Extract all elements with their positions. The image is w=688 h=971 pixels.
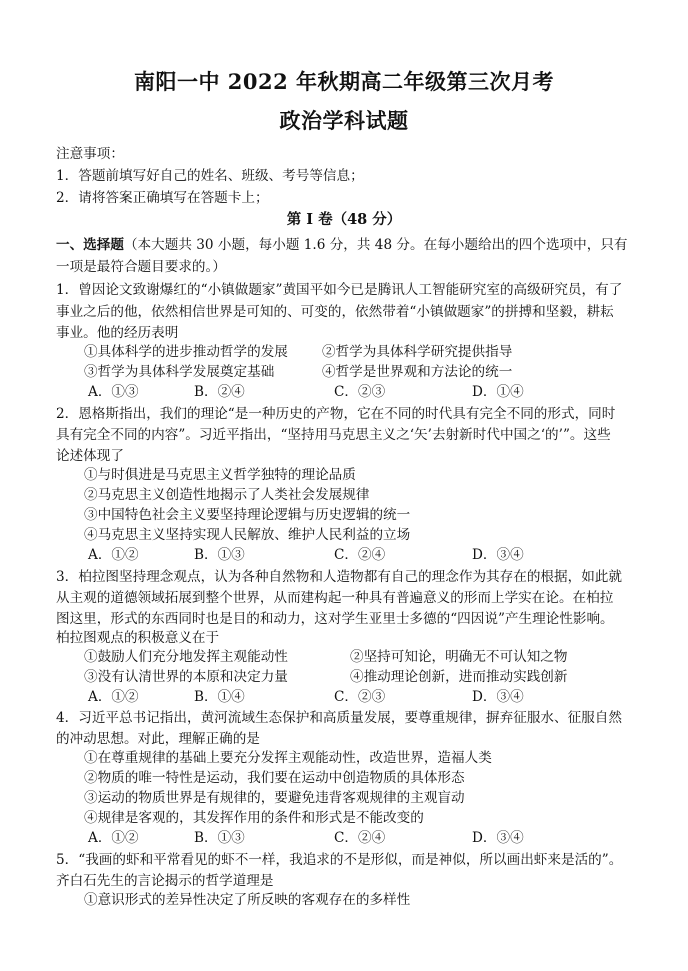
exam-subtitle: 政治学科试题 (279, 108, 409, 133)
question-line: 事业。他的经历表明 (56, 325, 179, 341)
answer-option: D．③④ (472, 547, 524, 563)
section-heading-cont: 一项是最符合题目要求的。） (56, 259, 226, 275)
question-line: 图这里，形式的东西同时也是目的和动力，这对学生亚里士多德的“四因说”产生理论性影响。 (56, 611, 614, 627)
statement: ①与时俱进是马克思主义哲学独特的理论品质 (84, 467, 356, 483)
statement: ③没有认清世界的本原和决定力量 (84, 669, 288, 685)
answer-option: B．①④ (194, 689, 245, 705)
question-line: 1．曾因论文致谢爆红的“小镇做题家”黄国平如今已是腾讯人工智能研究室的高级研究员，有了 (56, 282, 623, 298)
notice-heading: 注意事项： (56, 146, 124, 162)
statement: ①意识形式的差异性决定了所反映的客观存在的多样性 (84, 892, 411, 908)
answer-option: A．①② (88, 547, 139, 563)
statement: ①在尊重规律的基础上要充分发挥主观能动性，改造世界，造福人类 (84, 750, 492, 766)
answer-option: C．②④ (334, 547, 386, 563)
statement: ②物质的唯一特性是运动，我们要在运动中创造物质的具体形态 (84, 770, 465, 786)
question-line: 2．恩格斯指出，我们的理论“是一种历史的产物，它在不同的时代具有完全不同的形式，同时 (56, 406, 616, 422)
answer-option: C．②③ (334, 689, 386, 705)
statement: ③中国特色社会主义要坚持理论逻辑与历史逻辑的统一 (84, 507, 411, 523)
statement: ④规律是客观的，其发挥作用的条件和形式是不能改变的 (84, 810, 424, 826)
answer-option: B．①③ (194, 830, 245, 846)
question-line: 3．柏拉图坚持理念观点，认为各种自然物和人造物都有自己的理念作为其存在的根据，如此就 (56, 569, 622, 585)
answer-option: A．①② (88, 689, 139, 705)
question-line: 具有完全不同的内容”。习近平指出，“坚持用马克思主义之‘矢’去射新时代中国之‘的’”。这些 (56, 427, 611, 443)
answer-option: D．③④ (472, 830, 524, 846)
notice-item: 1．答题前填写好自己的姓名、班级、考号等信息； (56, 168, 364, 184)
answer-option: D．③④ (472, 689, 524, 705)
question-line: 5．“我画的虾和平常看见的虾不一样，我追求的不是形似，而是神似，所以画出虾来是活的”。 (56, 852, 623, 868)
statement: ②马克思主义创造性地揭示了人类社会发展规律 (84, 487, 370, 503)
answer-option: A．①③ (88, 384, 139, 400)
statement: ②哲学为具体科学研究提供指导 (322, 344, 513, 360)
answer-option: B．①③ (194, 547, 245, 563)
notice-item: 2．请将答案正确填写在答题卡上； (56, 190, 269, 206)
question-line: 柏拉图观点的积极意义在于 (56, 630, 220, 646)
statement: ③哲学为具体科学发展奠定基础 (84, 364, 275, 380)
question-line: 的冲动思想。对此，理解正确的是 (56, 731, 260, 747)
question-line: 论述体现了 (56, 448, 124, 464)
answer-option: D．①④ (472, 384, 524, 400)
answer-option: A．①② (88, 830, 139, 846)
statement: ②坚持可知论，明确无不可认知之物 (350, 649, 568, 665)
section-heading-rest: （本大题共 30 小题，每小题 1.6 分，共 48 分。在每小题给出的四个选项中，只有 (123, 237, 628, 253)
statement: ④哲学是世界观和方法论的统一 (322, 364, 513, 380)
question-line: 4．习近平总书记指出，黄河流域生态保护和高质量发展，要尊重规律，摒弃征服水、征服自然 (56, 710, 622, 726)
question-line: 事业之后的他，依然相信世界是可知的、可变的，依然带着“小镇做题家”的拼搏和坚毅，耕耘 (56, 304, 614, 320)
statement: ③运动的物质世界是有规律的，要避免违背客观规律的主观盲动 (84, 790, 465, 806)
answer-option: C．②③ (334, 384, 386, 400)
question-line: 齐白石先生的言论揭示的哲学道理是 (56, 873, 274, 889)
statement: ④推动理论创新，进而推动实践创新 (350, 669, 568, 685)
statement: ④马克思主义坚持实现人民解放、维护人民利益的立场 (84, 527, 411, 543)
section-title: 第 I 卷（48 分） (286, 211, 402, 228)
answer-option: C．②④ (334, 830, 386, 846)
answer-option: B．②④ (194, 384, 245, 400)
section-heading-bold: 一、选择题 (56, 237, 124, 253)
question-line: 从主观的道德领域拓展到整个世界，从而建构起一种具有普遍意义的形而上学实在论。在柏拉 (56, 590, 614, 606)
statement: ①具体科学的进步推动哲学的发展 (84, 344, 288, 360)
section-heading (56, 235, 640, 255)
exam-title: 南阳一中 2022 年秋期高二年级第三次月考 (133, 69, 555, 94)
statement: ①鼓励人们充分地发挥主观能动性 (84, 649, 288, 665)
